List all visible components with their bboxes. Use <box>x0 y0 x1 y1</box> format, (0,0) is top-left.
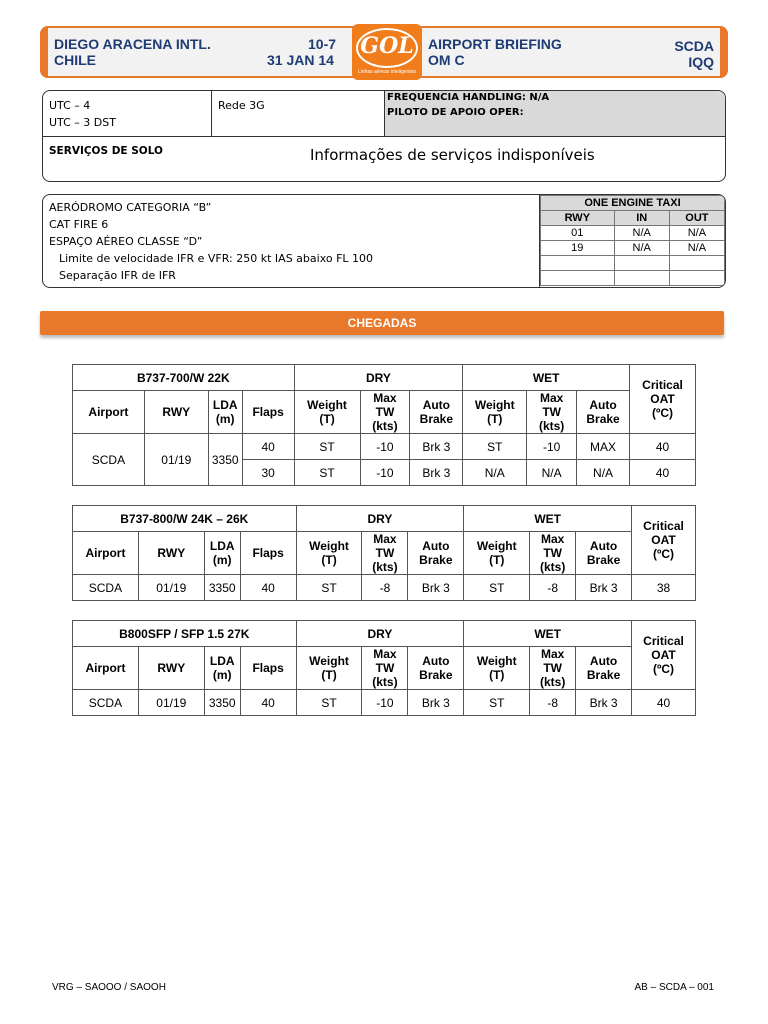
oet-cell: 19 <box>541 241 615 256</box>
aerodrome-category: AERÓDROMO CATEGORIA “B” <box>49 201 212 214</box>
oet-row <box>541 226 725 241</box>
table-cell: 40 <box>630 434 696 460</box>
ground-services-value: Informações de serviços indisponíveis <box>310 146 595 164</box>
airport-header: Airport <box>73 647 139 690</box>
table-cell: ST <box>296 575 362 601</box>
doc-subtitle: OM C <box>428 52 465 68</box>
wet-autobrake-header: Auto Brake <box>576 532 632 575</box>
table-cell: -8 <box>530 690 576 716</box>
dry-weight-header: Weight (T) <box>296 532 362 575</box>
table-cell: Brk 3 <box>408 575 464 601</box>
rwy-cell: 01/19 <box>138 575 204 601</box>
briefing-header <box>40 26 728 78</box>
country: CHILE <box>54 52 96 68</box>
lda-cell: 3350 <box>204 575 240 601</box>
lda-cell: 3350 <box>204 690 240 716</box>
frequency-cell <box>385 91 725 137</box>
dry-maxtw-header: Max TW (kts) <box>360 391 410 434</box>
table-cell: -8 <box>530 575 576 601</box>
wet-weight-header: Weight (T) <box>464 532 530 575</box>
lda-header: LDA (m) <box>204 647 240 690</box>
network-info: Rede 3G <box>218 99 265 112</box>
utc-cell <box>43 91 212 137</box>
table-cell: 40 <box>242 434 294 460</box>
dry-maxtw-header: Max TW (kts) <box>362 647 408 690</box>
wet-header: WET <box>464 621 632 647</box>
oet-cell: N/A <box>669 241 724 256</box>
table-cell: MAX <box>577 434 630 460</box>
table-cell: -10 <box>360 434 410 460</box>
table-cell: -8 <box>362 575 408 601</box>
table-row <box>73 575 696 601</box>
header-left-accent <box>40 26 48 78</box>
oet-row <box>541 241 725 256</box>
rede-cell <box>212 91 385 137</box>
flaps-header: Flaps <box>240 532 296 575</box>
lda-header: LDA (m) <box>204 532 240 575</box>
oet-cell: N/A <box>614 241 669 256</box>
general-info-box <box>42 90 726 182</box>
table-cell: ST <box>294 434 360 460</box>
airport-header: Airport <box>73 532 139 575</box>
wet-maxtw-header: Max TW (kts) <box>527 391 577 434</box>
footer-right: AB – SCDA – 001 <box>634 982 714 993</box>
aerodrome-box <box>42 194 726 288</box>
table-cell: N/A <box>463 460 527 486</box>
ifr-separation: Separação IFR de IFR <box>59 269 176 282</box>
flaps-header: Flaps <box>242 391 294 434</box>
table-cell: ST <box>296 690 362 716</box>
landing-table-b737-700 <box>72 364 696 486</box>
page-code: 10-7 <box>308 36 337 52</box>
wet-maxtw-header: Max TW (kts) <box>530 532 576 575</box>
dry-header: DRY <box>296 506 464 532</box>
aircraft-label: B737-700/W 22K <box>73 365 295 391</box>
table-cell: 38 <box>632 575 696 601</box>
one-engine-taxi-table <box>540 195 725 286</box>
icao-code: SCDA <box>674 38 714 54</box>
table-cell: -10 <box>360 460 410 486</box>
aircraft-label: B737-800/W 24K – 26K <box>73 506 297 532</box>
rwy-header: RWY <box>138 532 204 575</box>
table-row <box>73 690 696 716</box>
logo-tagline: Linhas aéreas inteligentes <box>357 69 417 75</box>
oet-header-rwy: RWY <box>541 211 615 226</box>
utc-standard: UTC – 4 <box>49 99 91 112</box>
table-row <box>73 434 696 460</box>
logo-wordmark: GOL <box>360 33 414 59</box>
one-engine-taxi-panel <box>539 195 725 287</box>
lda-header: LDA (m) <box>208 391 242 434</box>
oet-cell: N/A <box>614 226 669 241</box>
landing-table-b800sfp <box>72 620 696 716</box>
oet-cell: 01 <box>541 226 615 241</box>
dry-header: DRY <box>296 621 464 647</box>
table-cell: 30 <box>242 460 294 486</box>
wet-weight-header: Weight (T) <box>464 647 530 690</box>
table-cell: 40 <box>632 690 696 716</box>
table-cell: Brk 3 <box>576 690 632 716</box>
wet-header: WET <box>463 365 630 391</box>
piloto-apoio: PILOTO DE APOIO OPER: <box>387 107 524 118</box>
aerodrome-info <box>49 199 373 284</box>
dry-maxtw-header: Max TW (kts) <box>362 532 408 575</box>
airspace-class: ESPAÇO AÉREO CLASSE “D” <box>49 235 203 248</box>
dry-autobrake-header: Auto Brake <box>410 391 463 434</box>
flaps-header: Flaps <box>240 647 296 690</box>
aircraft-label: B800SFP / SFP 1.5 27K <box>73 621 297 647</box>
table-cell: Brk 3 <box>576 575 632 601</box>
table-cell: -10 <box>527 434 577 460</box>
table-cell: Brk 3 <box>410 460 463 486</box>
table-cell: ST <box>294 460 360 486</box>
oet-row-empty <box>541 271 725 286</box>
dry-header: DRY <box>294 365 463 391</box>
table-cell: Brk 3 <box>408 690 464 716</box>
wet-weight-header: Weight (T) <box>463 391 527 434</box>
table-cell: Brk 3 <box>410 434 463 460</box>
table-cell: -10 <box>362 690 408 716</box>
doc-title: AIRPORT BRIEFING <box>428 36 562 52</box>
wet-autobrake-header: Auto Brake <box>577 391 630 434</box>
utc-dst: UTC – 3 DST <box>49 116 116 129</box>
oet-header-in: IN <box>614 211 669 226</box>
dry-weight-header: Weight (T) <box>294 391 360 434</box>
iata-code: IQQ <box>688 54 714 70</box>
critical-oat-header: Critical OAT (ºC) <box>630 365 696 434</box>
header-right-accent <box>720 26 728 78</box>
one-engine-taxi-title: ONE ENGINE TAXI <box>541 196 725 211</box>
wet-header: WET <box>464 506 632 532</box>
rwy-cell: 01/19 <box>138 690 204 716</box>
gol-logo <box>352 24 422 80</box>
dry-autobrake-header: Auto Brake <box>408 532 464 575</box>
ground-services-label: SERVIÇOS DE SOLO <box>49 145 163 157</box>
rwy-header: RWY <box>144 391 208 434</box>
footer-left: VRG – SAOOO / SAOOH <box>52 982 166 993</box>
table-cell: N/A <box>577 460 630 486</box>
table-cell: 40 <box>240 575 296 601</box>
dry-autobrake-header: Auto Brake <box>408 647 464 690</box>
wet-autobrake-header: Auto Brake <box>576 647 632 690</box>
dry-weight-header: Weight (T) <box>296 647 362 690</box>
rwy-cell: 01/19 <box>144 434 208 486</box>
arrivals-section-bar: CHEGADAS <box>40 311 724 335</box>
rwy-header: RWY <box>138 647 204 690</box>
airport-cell: SCDA <box>73 575 139 601</box>
oet-row-empty <box>541 256 725 271</box>
table-cell: 40 <box>630 460 696 486</box>
speed-limit: Limite de velocidade IFR e VFR: 250 kt IAS abaixo FL 100 <box>59 252 374 265</box>
oet-header-out: OUT <box>669 211 724 226</box>
ground-services-row <box>43 137 725 182</box>
airport-cell: SCDA <box>73 434 145 486</box>
critical-oat-header: Critical OAT (ºC) <box>632 621 696 690</box>
airport-cell: SCDA <box>73 690 139 716</box>
table-cell: ST <box>464 690 530 716</box>
critical-oat-header: Critical OAT (ºC) <box>632 506 696 575</box>
oet-cell: N/A <box>669 226 724 241</box>
landing-table-b737-800 <box>72 505 696 601</box>
wet-maxtw-header: Max TW (kts) <box>530 647 576 690</box>
airport-header: Airport <box>73 391 145 434</box>
briefing-date: 31 JAN 14 <box>267 52 334 68</box>
airport-name: DIEGO ARACENA INTL. <box>54 36 211 52</box>
cat-fire: CAT FIRE 6 <box>49 218 109 231</box>
freq-handling: FREQUENCIA HANDLING: N/A <box>387 92 550 103</box>
table-cell: ST <box>464 575 530 601</box>
table-cell: ST <box>463 434 527 460</box>
table-cell: 40 <box>240 690 296 716</box>
table-cell: N/A <box>527 460 577 486</box>
lda-cell: 3350 <box>208 434 242 486</box>
